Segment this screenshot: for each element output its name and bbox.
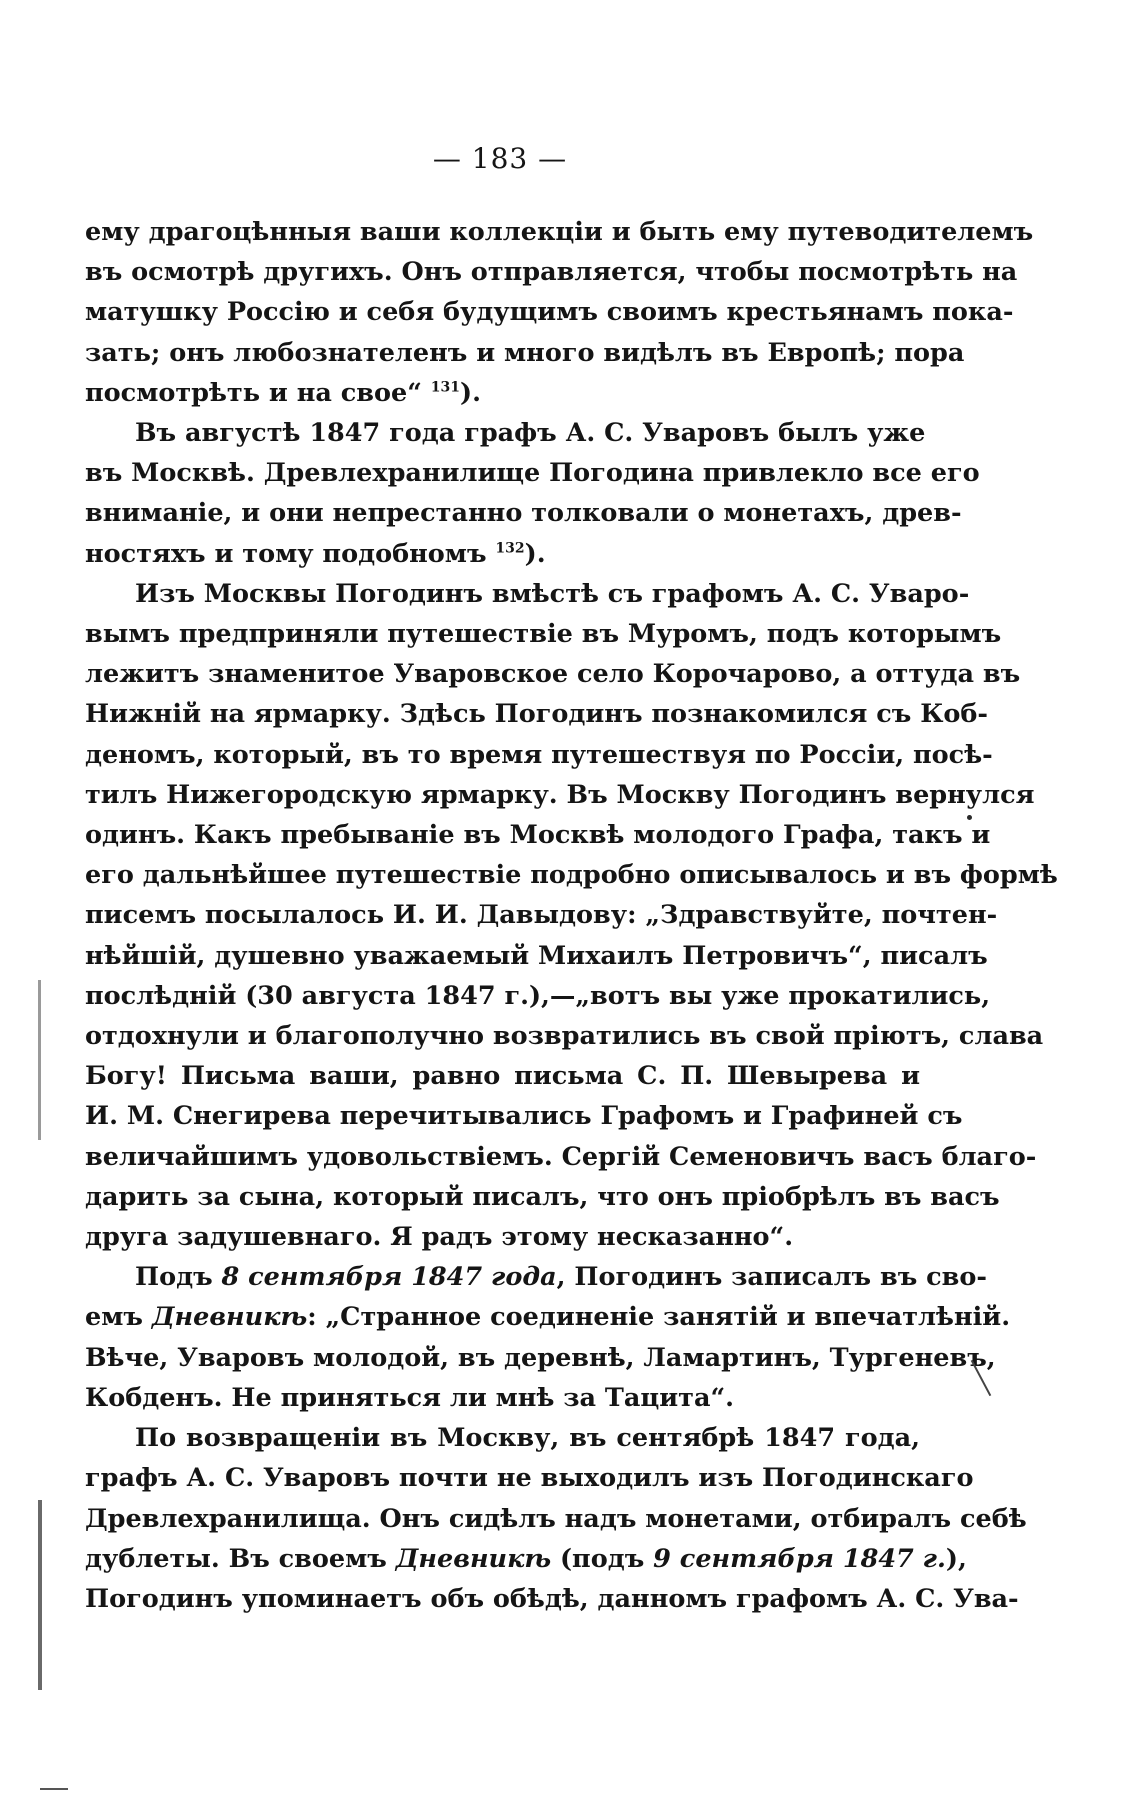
text-line: графъ А. С. Уваровъ почти не выходилъ изъ Погодинскаго bbox=[85, 1463, 974, 1494]
paragraph-5 bbox=[85, 1418, 1027, 1619]
text-line: Кобденъ. Не приняться ли мнѣ за Тацита“. bbox=[85, 1382, 735, 1413]
text-line: Изъ Москвы Погодинъ вмѣстѣ съ графомъ А. С. Уваро- bbox=[135, 578, 970, 609]
text-line: писемъ посылалось И. И. Давыдову: „Здравствуйте, почтен- bbox=[85, 900, 998, 931]
text-fragment: , Погодинъ записалъ въ сво- bbox=[556, 1262, 987, 1293]
text-fragment: Подъ bbox=[135, 1262, 222, 1293]
text-line bbox=[85, 534, 920, 574]
italic-text: Дневникѣ bbox=[395, 1543, 552, 1574]
text-line: зать; онъ любознателенъ и много видѣлъ въ Европѣ; пора bbox=[85, 337, 965, 368]
text-line: дарить за сына, который писалъ, что онъ пріобрѣлъ въ васъ bbox=[85, 1181, 1000, 1212]
text-line: отдохнули и благополучно возвратились въ свой пріютъ, слава bbox=[85, 1021, 1044, 1052]
text-line: Богу! Письма ваши, равно письма С. П. Шевырева и bbox=[85, 1061, 920, 1092]
text-line bbox=[85, 1257, 987, 1297]
text-line: въ осмотрѣ другихъ. Онъ отправляется, чтобы посмотрѣть на bbox=[85, 257, 1018, 288]
italic-text: Дневникѣ bbox=[151, 1302, 308, 1333]
text-line: матушку Россію и себя будущимъ своимъ крестьянамъ пока- bbox=[85, 297, 1014, 328]
text-line: ему драгоцѣнныя ваши коллекціи и быть ему путеводителемъ bbox=[85, 217, 1034, 247]
text-line: послѣдній (30 августа 1847 г.),—„вотъ вы уже прокатились, bbox=[85, 980, 991, 1011]
text-fragment: : „Странное соединеніе занятій и впечатлѣній. bbox=[307, 1302, 1011, 1333]
italic-date: 8 сентября 1847 года bbox=[221, 1262, 557, 1293]
text-line: Погодинъ упоминаетъ объ обѣдѣ, данномъ графомъ А. С. Ува- bbox=[85, 1583, 1019, 1614]
text-line: нѣйшій, душевно уважаемый Михаилъ Петровичъ“, писалъ bbox=[85, 940, 988, 971]
text-fragment: дублеты. Въ своемъ bbox=[85, 1543, 396, 1574]
text-fragment: ), bbox=[945, 1543, 967, 1574]
margin-dot bbox=[967, 815, 972, 820]
text-line: По возвращеніи въ Москву, въ сентябрѣ 1847 года, bbox=[135, 1423, 920, 1454]
text-line bbox=[85, 373, 920, 413]
text-fragment: посмотрѣть и на свое“ bbox=[85, 377, 422, 408]
footnote-marker: 132 bbox=[495, 540, 525, 557]
text-line: Въ августѣ 1847 года графъ А. С. Уваровъ былъ уже bbox=[135, 418, 926, 449]
text-line bbox=[85, 1539, 967, 1579]
text-line: вниманіе, и они непрестанно толковали о монетахъ, древ- bbox=[85, 498, 962, 529]
text-line: И. М. Снегирева перечитывались Графомъ и Графиней съ bbox=[85, 1101, 963, 1132]
page-number: — 183 — bbox=[432, 142, 568, 175]
text-line: Нижній на ярмарку. Здѣсь Погодинъ познакомился съ Коб- bbox=[85, 699, 988, 730]
text-line: лежитъ знаменитое Уваровское село Корочарово, а оттуда въ bbox=[85, 659, 1021, 690]
text-fragment: ). bbox=[460, 377, 481, 408]
paragraph-1 bbox=[85, 212, 1034, 413]
scan-edge-mark bbox=[38, 1500, 42, 1690]
paragraph-4 bbox=[85, 1257, 1011, 1418]
text-line: Древлехранилища. Онъ сидѣлъ надъ монетами, отбиралъ себѣ bbox=[85, 1503, 1027, 1534]
text-line: деномъ, который, въ то время путешествуя по Россіи, посѣ- bbox=[85, 739, 993, 770]
text-line: его дальнѣйшее путешествіе подробно описывалось и въ формѣ bbox=[85, 860, 1058, 891]
text-line: Вѣче, Уваровъ молодой, въ деревнѣ, Ламартинъ, Тургеневъ, bbox=[85, 1342, 996, 1373]
bottom-rule bbox=[40, 1788, 68, 1790]
text-line bbox=[85, 1297, 1011, 1337]
text-line: въ Москвѣ. Древлехранилище Погодина привлекло все его bbox=[85, 458, 980, 489]
text-line: величайшимъ удовольствіемъ. Сергій Семеновичъ васъ благо- bbox=[85, 1141, 1037, 1172]
text-line: одинъ. Какъ пребываніе въ Москвѣ молодого Графа, такъ и bbox=[85, 820, 991, 851]
text-fragment: ностяхъ и тому подобномъ bbox=[85, 538, 487, 569]
body-text bbox=[85, 212, 1058, 1619]
text-line: друга задушевнаго. Я радъ этому несказанно“. bbox=[85, 1222, 794, 1253]
footnote-marker: 131 bbox=[430, 379, 461, 396]
text-line: вымъ предприняли путешествіе въ Муромъ, подъ которымъ bbox=[85, 619, 1002, 650]
text-fragment: (подъ bbox=[551, 1543, 654, 1574]
paragraph-3 bbox=[85, 574, 1058, 1257]
text-fragment: ). bbox=[524, 538, 546, 569]
text-line: тилъ Нижегородскую ярмарку. Въ Москву Погодинъ вернулся bbox=[85, 779, 1035, 810]
scan-edge-mark bbox=[38, 980, 41, 1140]
text-fragment: емъ bbox=[85, 1302, 152, 1333]
italic-text: 9 сентября 1847 г. bbox=[653, 1543, 946, 1574]
paragraph-2 bbox=[85, 413, 980, 574]
